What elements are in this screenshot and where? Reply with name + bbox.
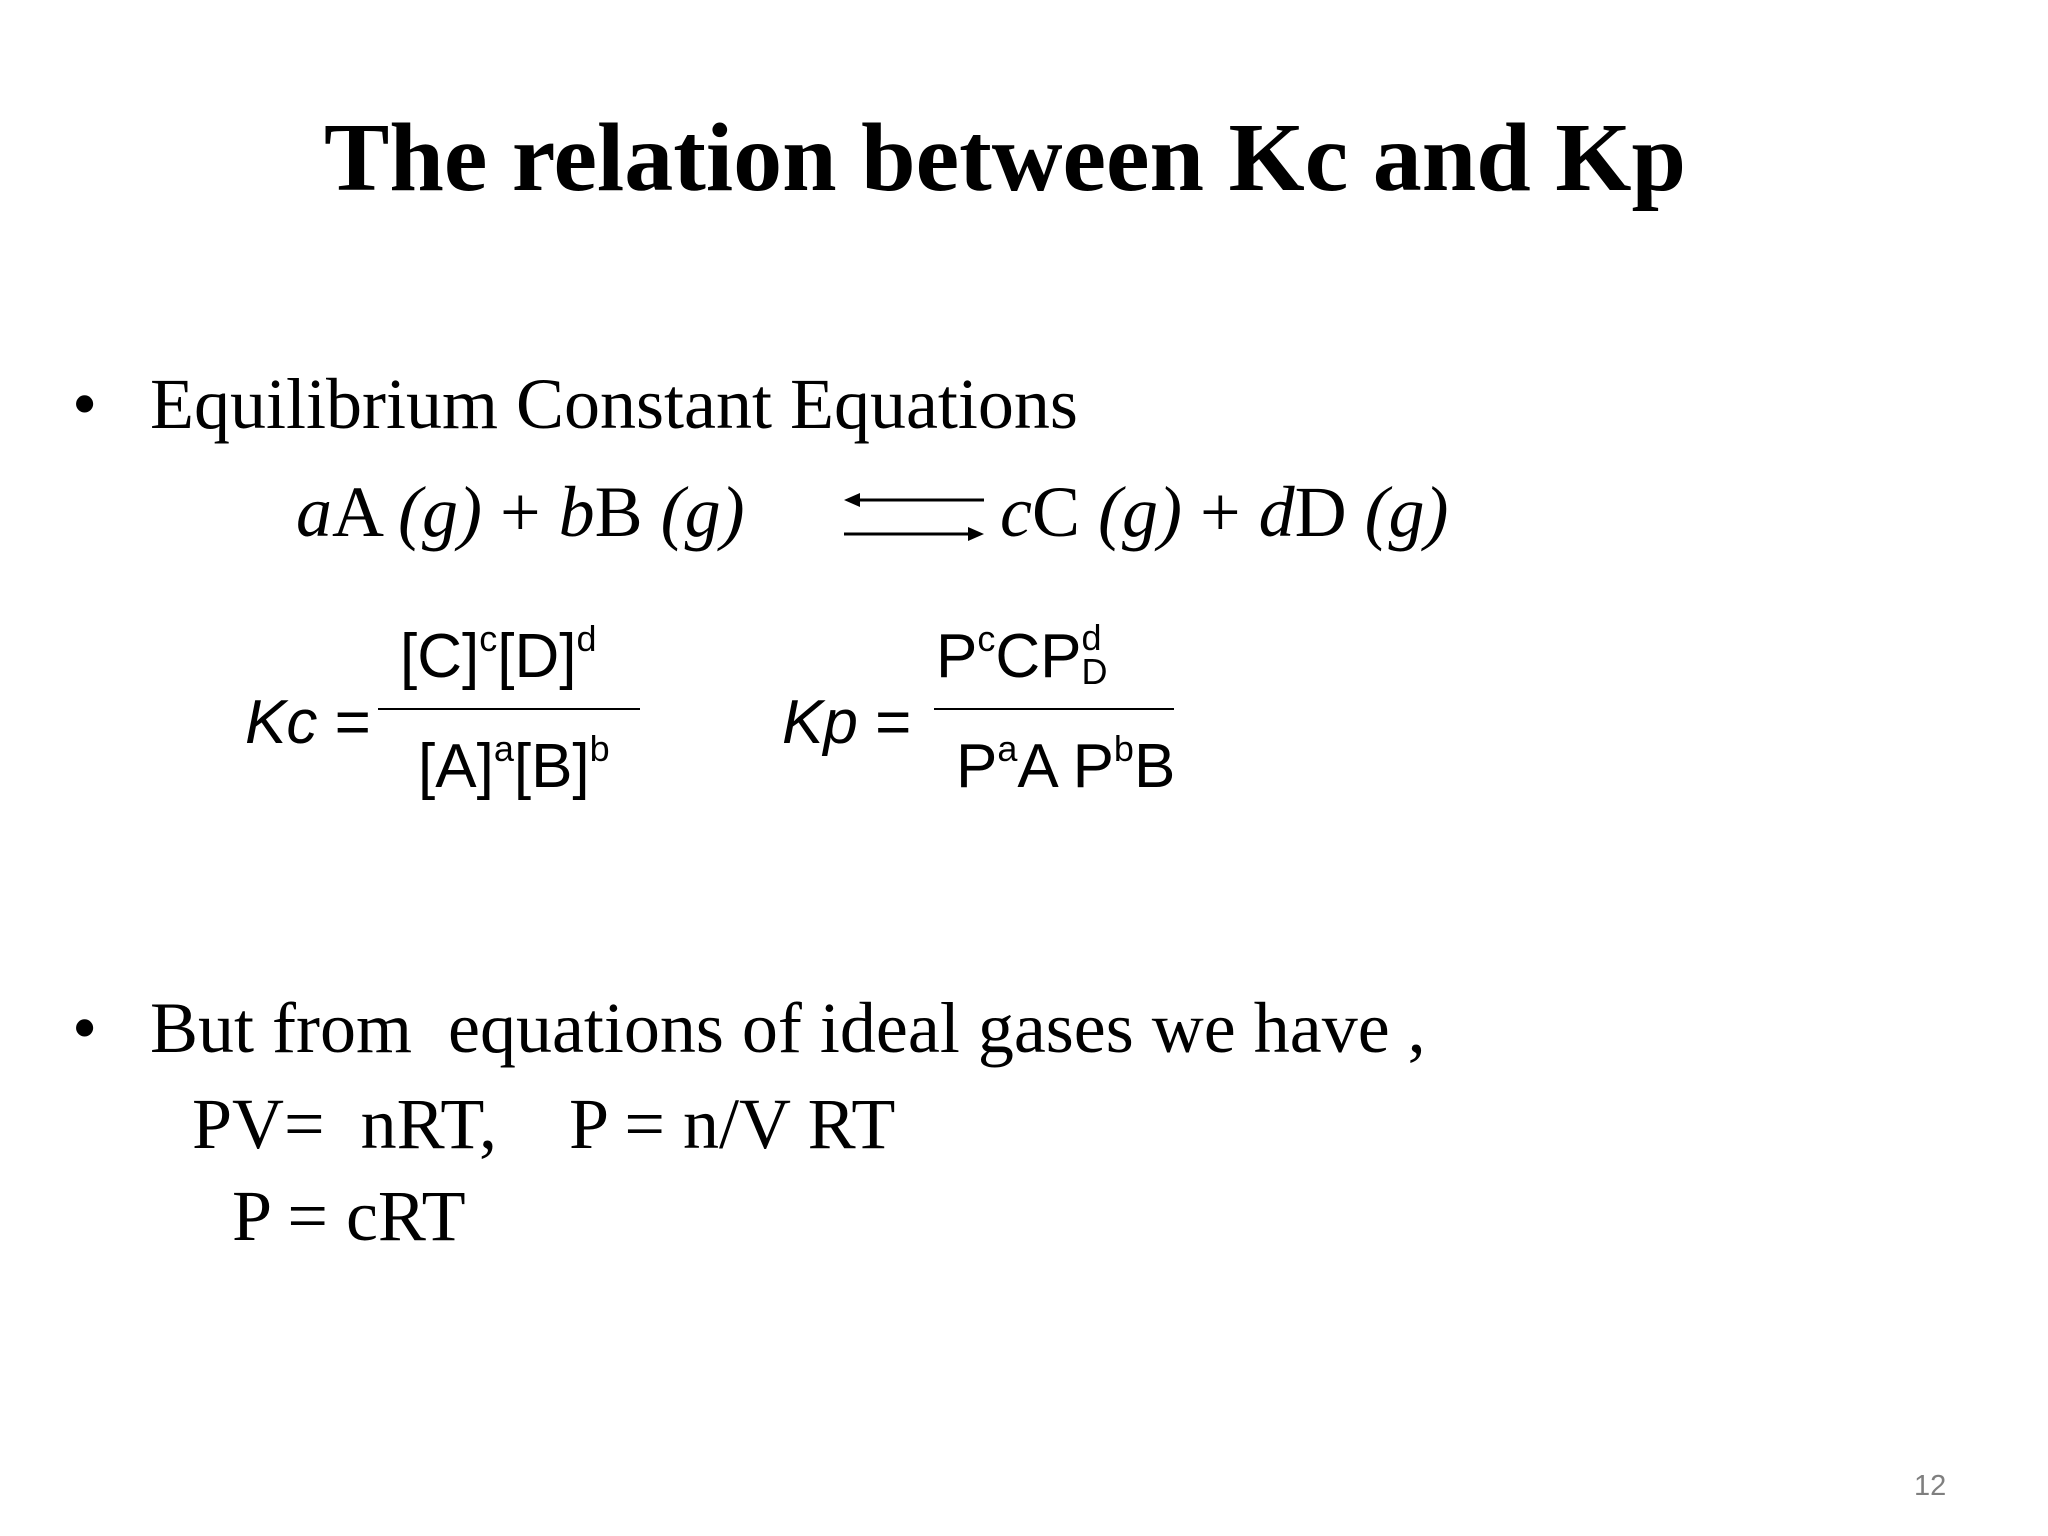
kp-numerator: $P^cCP$ d D — [936, 617, 1108, 692]
kc-fraction-bar — [378, 708, 640, 710]
kc-denominator: $[A]^a[B]^b$ — [418, 728, 610, 801]
slide-title: The relation between Kc and Kp — [323, 104, 1687, 212]
reaction-products: cC (g) + dD (g) — [1000, 472, 1449, 552]
kp-denominator: $P^aA$ $P^bB$ — [956, 728, 1176, 801]
equilibrium-arrows-icon — [838, 482, 990, 546]
ideal-gas-equation: PV= nRT, P = n/V RT — [192, 1084, 896, 1164]
reaction-reactants: aA (g) + bB (g) — [296, 472, 745, 552]
kp-fraction-bar — [934, 708, 1174, 710]
bullet-1-text: Equilibrium Constant Equations — [150, 364, 1078, 444]
page-number: 12 — [1914, 1470, 1947, 1502]
bullet-1-marker: • — [72, 364, 98, 444]
kp-label: Kp = — [782, 688, 912, 757]
bullet-2-marker: • — [72, 988, 98, 1068]
kc-label: Kc = — [245, 688, 371, 757]
kc-numerator: $[C]^c[D]^d$ — [400, 618, 597, 691]
bullet-2-text: But from equations of ideal gases we have , — [150, 988, 1426, 1068]
concentration-equation: P = cRT — [232, 1176, 466, 1256]
